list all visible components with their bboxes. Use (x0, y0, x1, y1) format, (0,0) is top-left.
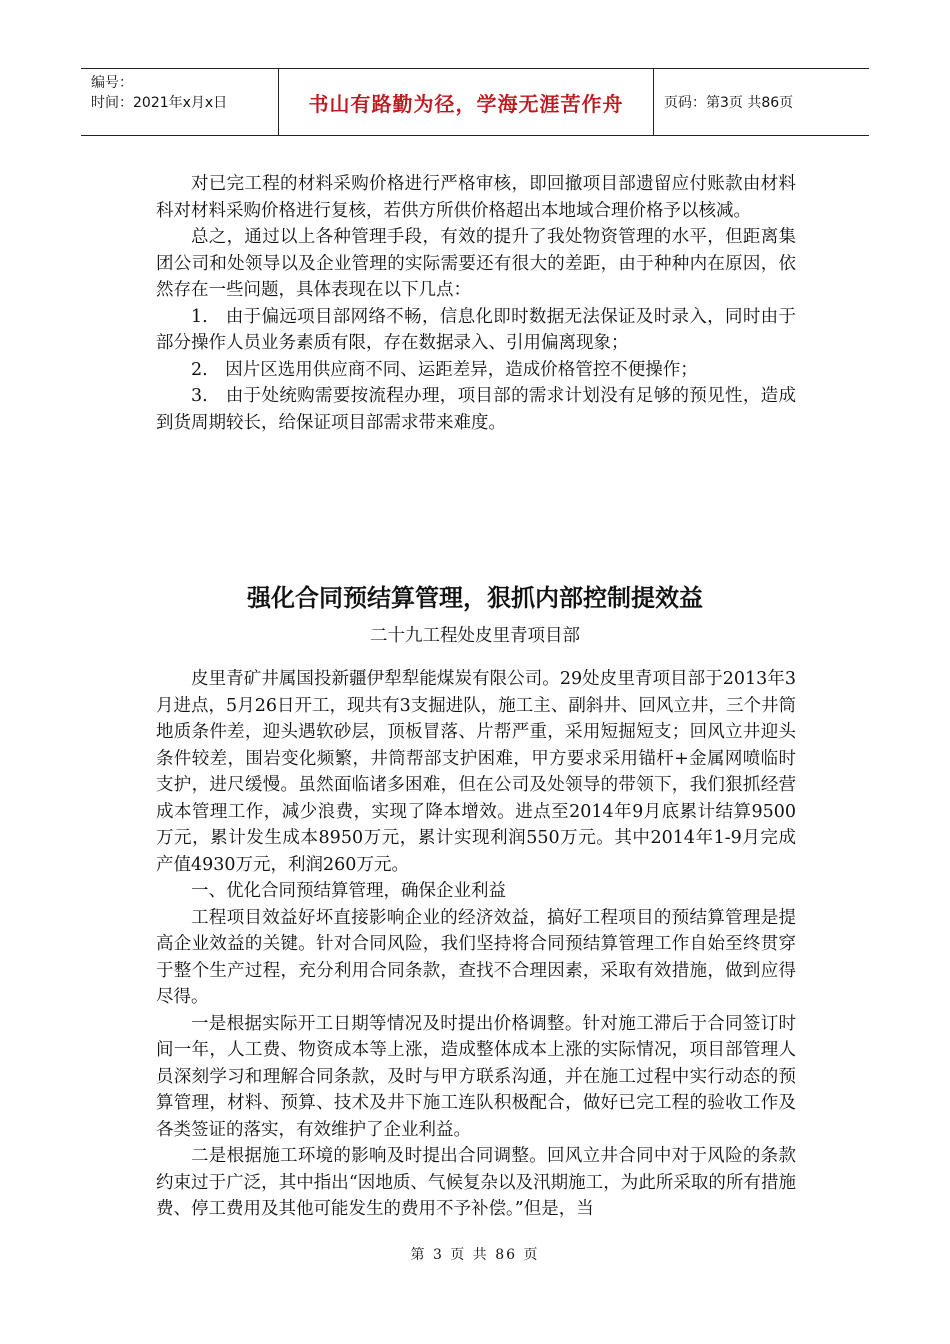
document-number-label: 编号： (91, 75, 133, 91)
paragraph: 二是根据施工环境的影响及时提出合同调整。回风立井合同中对于风险的条款约束过于广泛，其中指出“因地质、气候复杂以及汛期施工，为此所采取的所有措施费、停工费用及其他可能发生的费用不予补偿。”但是，当 (156, 1146, 796, 1219)
header-motto: 书山有路勤为径，学海无涯苦作舟 (278, 69, 654, 135)
article-body (156, 666, 796, 1223)
paragraph: 工程项目效益好坏直接影响企业的经济效益，搞好工程项目的预结算管理是提高企业效益的关键。针对合同风险，我们坚持将合同预结算管理工作自始至终贯穿于整个生产过程，充分利用合同条款，查找不合理因素，采取有效措施，做到应得尽得。 (156, 907, 796, 1007)
header-page-info: 页码：第3页 共86页 (664, 95, 794, 111)
section-procurement-text (156, 171, 796, 436)
document-time-label: 时间：2021年x月x日 (91, 95, 228, 111)
article-title: 强化合同预结算管理，狠抓内部控制提效益 (247, 584, 703, 612)
list-item: 3. 由于处统购需要按流程办理，项目部的需求计划没有足够的预见性，造成到货周期较长，给保证项目部需求带来难度。 (156, 386, 796, 433)
list-item: 1. 由于偏远项目部网络不畅，信息化即时数据无法保证及时录入，同时由于部分操作人员业务素质有限，存在数据录入、引用偏离现象； (156, 306, 796, 353)
list-item: 2. 因片区选用供应商不同、运距差异，造成价格管控不便操作； (191, 359, 698, 380)
paragraph: 总之，通过以上各种管理手段，有效的提升了我处物资管理的水平，但距离集团公司和处领导以及企业管理的实际需要还有很大的差距，由于种种内在原因，依然存在一些问题，具体表现在以下几点： (156, 227, 796, 300)
paragraph: 皮里青矿井属国投新疆伊犁犁能煤炭有限公司。29处皮里青项目部于2013年3月进点，5月26日开工，现共有3支掘进队，施工主、副斜井、回风立井，三个井筒地质条件差，迎头遇软砂层，顶板冒落、片帮严重，采用短掘短支；回风立井迎头条件较差，围岩变化频繁，井筒帮部支护困难，甲方要求采用锚杆+金属网喷临时支护，进尺缓慢。虽然面临诸多困难，但在公司及处领导的带领下，我们狠抓经营成本管理工作，减少浪费，实现了降本增效。进点至2014年9月底累计结算9500万元，累计发生成本8950万元，累计实现利润550万元。其中2014年1-9月完成产值4930万元，利润260万元。 (156, 669, 796, 875)
section-heading: 一、优化合同预结算管理，确保企业利益 (191, 881, 506, 901)
page-header (81, 68, 869, 136)
article-subtitle: 二十九工程处皮里青项目部 (370, 626, 580, 646)
header-meta (81, 69, 278, 135)
page-footer: 第 3 页 共 86 页 (410, 1247, 540, 1263)
paragraph: 一是根据实际开工日期等情况及时提出价格调整。针对施工滞后于合同签订时间一年，人工费、物资成本等上涨，造成整体成本上涨的实际情况，项目部管理人员深刻学习和理解合同条款，及时与甲方联系沟通，并在施工过程中实行动态的预算管理，材料、预算、技术及井下施工连队积极配合，做好已完工程的验收工作及各类签证的落实，有效维护了企业利益。 (156, 1013, 796, 1140)
paragraph: 对已完工程的材料采购价格进行严格审核，即回撤项目部遗留应付账款由材料科对材料采购价格进行复核，若供方所供价格超出本地域合理价格予以核减。 (156, 174, 796, 221)
